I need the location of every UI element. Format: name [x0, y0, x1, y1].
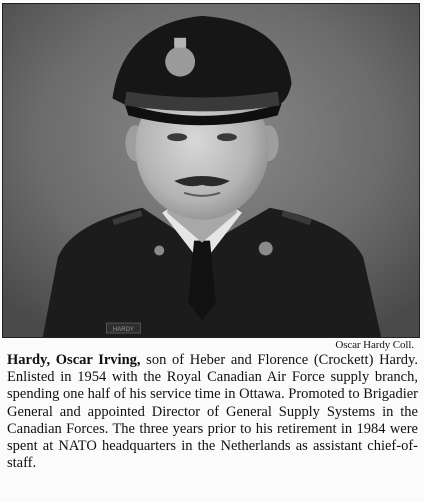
- biography-paragraph: [7, 352, 418, 472]
- biography-name: Hardy, Oscar Irving,: [7, 352, 141, 368]
- biography-text: son of Heber and Florence (Crockett) Hardy. Enlisted in 1954 with the Royal Canadian Air Force supply branch, spending one half of his service time in Ottawa. Promoted to Brigadier General and appointed Director of General Supply Systems in the Canadian Forces. The three years prior to his retirement in 1984 were spent at NATO headquarters in the Netherlands as assistant chief-of-staff.: [7, 352, 418, 472]
- photo-credit: Oscar Hardy Coll.: [335, 339, 414, 351]
- portrait-photo: [2, 3, 420, 338]
- name-tag: HARDY: [112, 327, 134, 334]
